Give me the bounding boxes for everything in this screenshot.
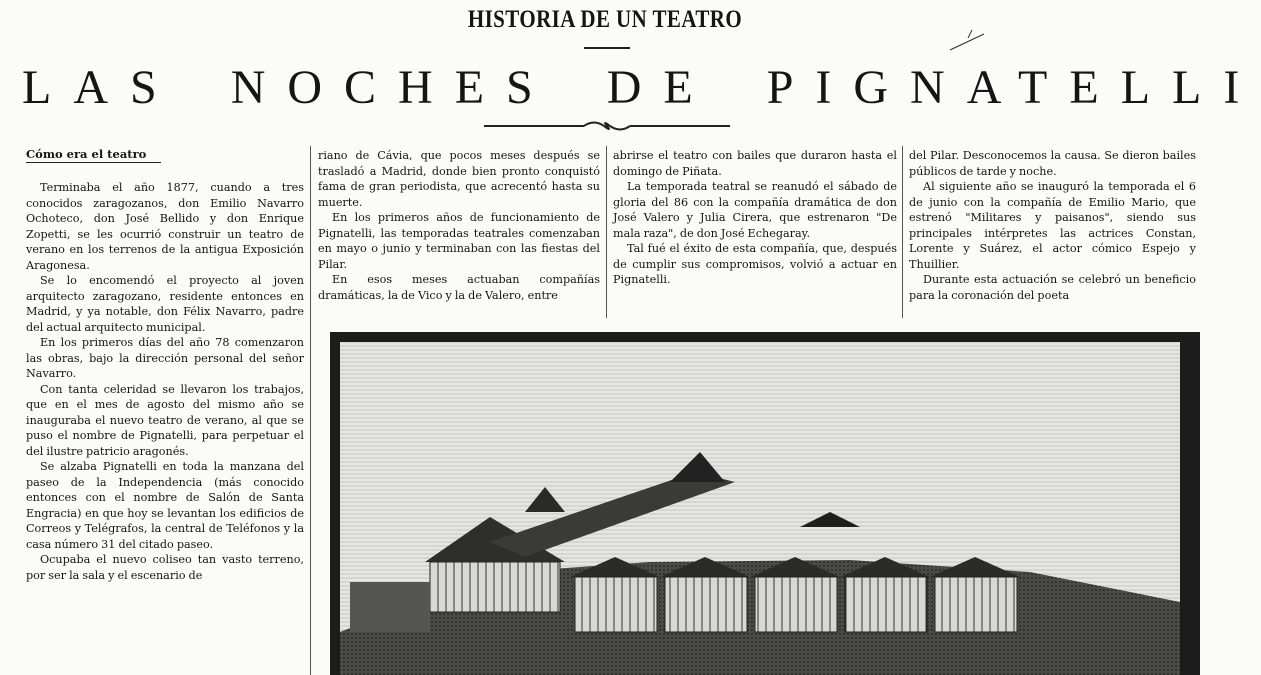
paragraph: Terminaba el año 1877, cuando a tres conocidos zaragozanos, don Emilio Navarro Ochoteco, don José Bellido y don Enrique Zopetti, se les ocurrió construir un teatro de verano en los terrenos de la antigua Exposición Aragonesa. xyxy=(26,181,304,272)
headline-word: LAS xyxy=(22,61,179,114)
kicker-rule xyxy=(584,47,630,49)
section-subhead: Cómo era el teatro xyxy=(26,146,161,163)
paragraph: En los primeros días del año 78 comenzaron las obras, bajo la dirección personal del señor Navarro. xyxy=(26,336,304,380)
paragraph: Se alzaba Pignatelli en toda la manzana del paseo de la Independencia (más conocido entonces con el nombre de Salón de Santa Engracia) en que hoy se levantan los edificios de Correos y Telégrafos, la central de Teléfonos y la casa número 31 del citado paseo. xyxy=(26,460,304,551)
kicker-title: HISTORIA DE UN TEATRO xyxy=(467,6,743,33)
column-2 xyxy=(318,148,600,318)
paragraph: abrirse el teatro con bailes que duraron hasta el domingo de Piñata. xyxy=(613,149,897,178)
headline-word: DE xyxy=(606,61,715,114)
paragraph: En esos meses actuaban compañías dramáticas, la de Vico y la de Valero, entre xyxy=(318,273,600,302)
headline-word: PIGNATELLI xyxy=(766,61,1261,114)
column-rule xyxy=(606,146,607,318)
column-rule xyxy=(902,146,903,318)
theater-photo xyxy=(330,332,1200,675)
ornament-divider xyxy=(484,118,730,134)
column-3 xyxy=(613,148,897,318)
pavilion-row xyxy=(570,557,1020,632)
paragraph: del Pilar. Desconocemos la causa. Se dieron bailes públicos de tarde y noche. xyxy=(909,149,1196,178)
paragraph: Ocupaba el nuevo coliseo tan vasto terreno, por ser la sala y el escenario de xyxy=(26,553,304,582)
paragraph: Durante esta actuación se celebró un beneficio para la coronación del poeta xyxy=(909,273,1196,302)
theater-engraving xyxy=(330,332,1200,675)
paragraph: Al siguiente año se inauguró la temporada el 6 de junio con la compañía de Emilio Mario, que estrenó "Militares y paisanos", siendo sus principales intérpretes las actrices Constan, Lorente y Suárez, el actor cómico Espejo y Thuillier. xyxy=(909,180,1196,271)
headline xyxy=(22,61,1261,114)
stray-mark xyxy=(948,28,988,52)
paragraph: Tal fué el éxito de esta compañía, que, después de cumplir sus compromisos, volvió a actuar en Pignatelli. xyxy=(613,242,897,286)
paragraph: Se lo encomendó el proyecto al joven arquitecto zaragozano, residente entonces en Madrid, y ya notable, don Félix Navarro, padre del actual arquitecto municipal. xyxy=(26,274,304,334)
paragraph: La temporada teatral se reanudó el sábado de gloria del 86 con la compañía dramática de don José Valero y Julia Cirera, que estrenaron "De mala raza", de don José Echegaray. xyxy=(613,180,897,240)
column-rule xyxy=(310,146,311,675)
headline-word: NOCHES xyxy=(230,61,555,114)
paragraph: En los primeros años de funcionamiento de Pignatelli, las temporadas teatrales comenzaban en mayo o junio y terminaban con las fiestas del Pilar. xyxy=(318,211,600,271)
column-4 xyxy=(909,148,1196,318)
paragraph: Con tanta celeridad se llevaron los trabajos, que en el mes de agosto del mismo año se inauguraba el nuevo teatro de verano, al que se puso el nombre de Pignatelli, para perpetuar el del ilustre patricio aragonés. xyxy=(26,382,304,458)
paragraph: riano de Cávia, que pocos meses después se trasladó a Madrid, donde bien pronto conquistó fama de gran periodista, que acrecentó hasta su muerte. xyxy=(318,149,600,209)
column-1 xyxy=(26,180,304,675)
